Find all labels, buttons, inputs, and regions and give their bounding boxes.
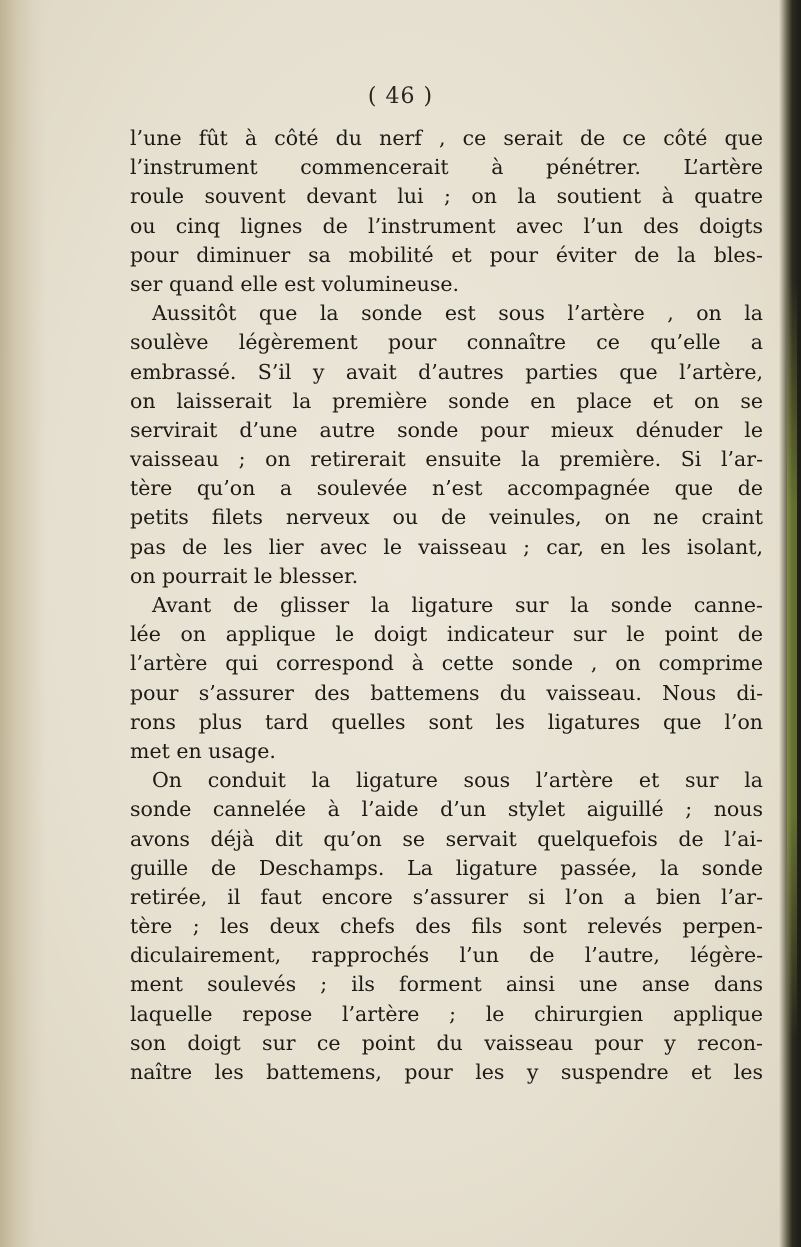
text-line: avons déjà dit qu’on se servait quelquefois de l’ai- (130, 826, 763, 851)
text-line: lée on applique le doigt indicateur sur le point de (130, 622, 763, 647)
left-page-bleed (0, 0, 46, 1247)
page-number: ( 46 ) (367, 84, 434, 109)
text-line: roule souvent devant lui ; on la soutient à quatre (130, 184, 763, 209)
paragraph-start-line: Avant de glisser la ligature sur la sonde canne- (152, 593, 763, 617)
text-line: soulève légèrement pour connaître ce qu’elle a (130, 330, 763, 355)
text-line: rons plus tard quelles sont les ligatures que l’on (130, 709, 763, 734)
text-line: laquelle repose l’artère ; le chirurgien applique (130, 1001, 763, 1026)
text-line: l’instrument commencerait à pénétrer. L’artère (130, 155, 763, 180)
text-line: ou cinq lignes de l’instrument avec l’un des doigts (130, 213, 763, 238)
text-line: naître les battemens, pour les y suspendre et les (130, 1060, 763, 1084)
paragraph-start-line: Aussitôt que la sonde est sous l’artère , on la (152, 301, 763, 326)
text-line: son doigt sur ce point du vaisseau pour y recon- (130, 1030, 763, 1055)
paragraph-start-line: On conduit la ligature sous l’artère et sur la (152, 768, 763, 793)
text-line: l’artère qui correspond à cette sonde , on comprime (130, 651, 763, 676)
text-line: met en usage. (130, 738, 276, 763)
text-line: pour s’assurer des battemens du vaisseau. Nous di- (130, 680, 763, 705)
text-line: vaisseau ; on retirerait ensuite la première. Si l’ar- (130, 447, 763, 472)
text-line: diculairement, rapprochés l’un de l’autre, légère- (130, 943, 763, 968)
text-line: embrassé. S’il y avait d’autres parties que l’artère, (130, 359, 763, 384)
text-line: sonde cannelée à l’aide d’un stylet aiguillé ; nous (130, 797, 763, 822)
text-line: pas de les lier avec le vaisseau ; car, en les isolant, (130, 534, 763, 559)
text-line: on pourrait le blesser. (130, 563, 359, 588)
text-line: l’une fût à côté du nerf , ce serait de ce côté que (130, 126, 763, 150)
text-line: retirée, il faut encore s’assurer si l’on a bien l’ar- (130, 884, 763, 909)
text-line: ser quand elle est volumineuse. (130, 271, 460, 296)
text-line: on laisserait la première sonde en place et on se (130, 388, 763, 413)
text-line: tère ; les deux chefs des fils sont relevés perpen- (130, 914, 763, 939)
text-line: guille de Deschamps. La ligature passée, la sonde (130, 855, 763, 880)
text-line: tère qu’on a soulevée n’est accompagnée que de (130, 476, 763, 501)
text-line: pour diminuer sa mobilité et pour éviter de la bles- (130, 242, 763, 267)
text-line: ment soulevés ; ils forment ainsi une anse dans (130, 972, 763, 997)
text-line: petits filets nerveux ou de veinules, on ne craint (130, 505, 763, 530)
text-line: servirait d’une autre sonde pour mieux dénuder le (130, 417, 763, 442)
binding-edge-tint (787, 280, 797, 1040)
body-text (130, 124, 763, 1087)
